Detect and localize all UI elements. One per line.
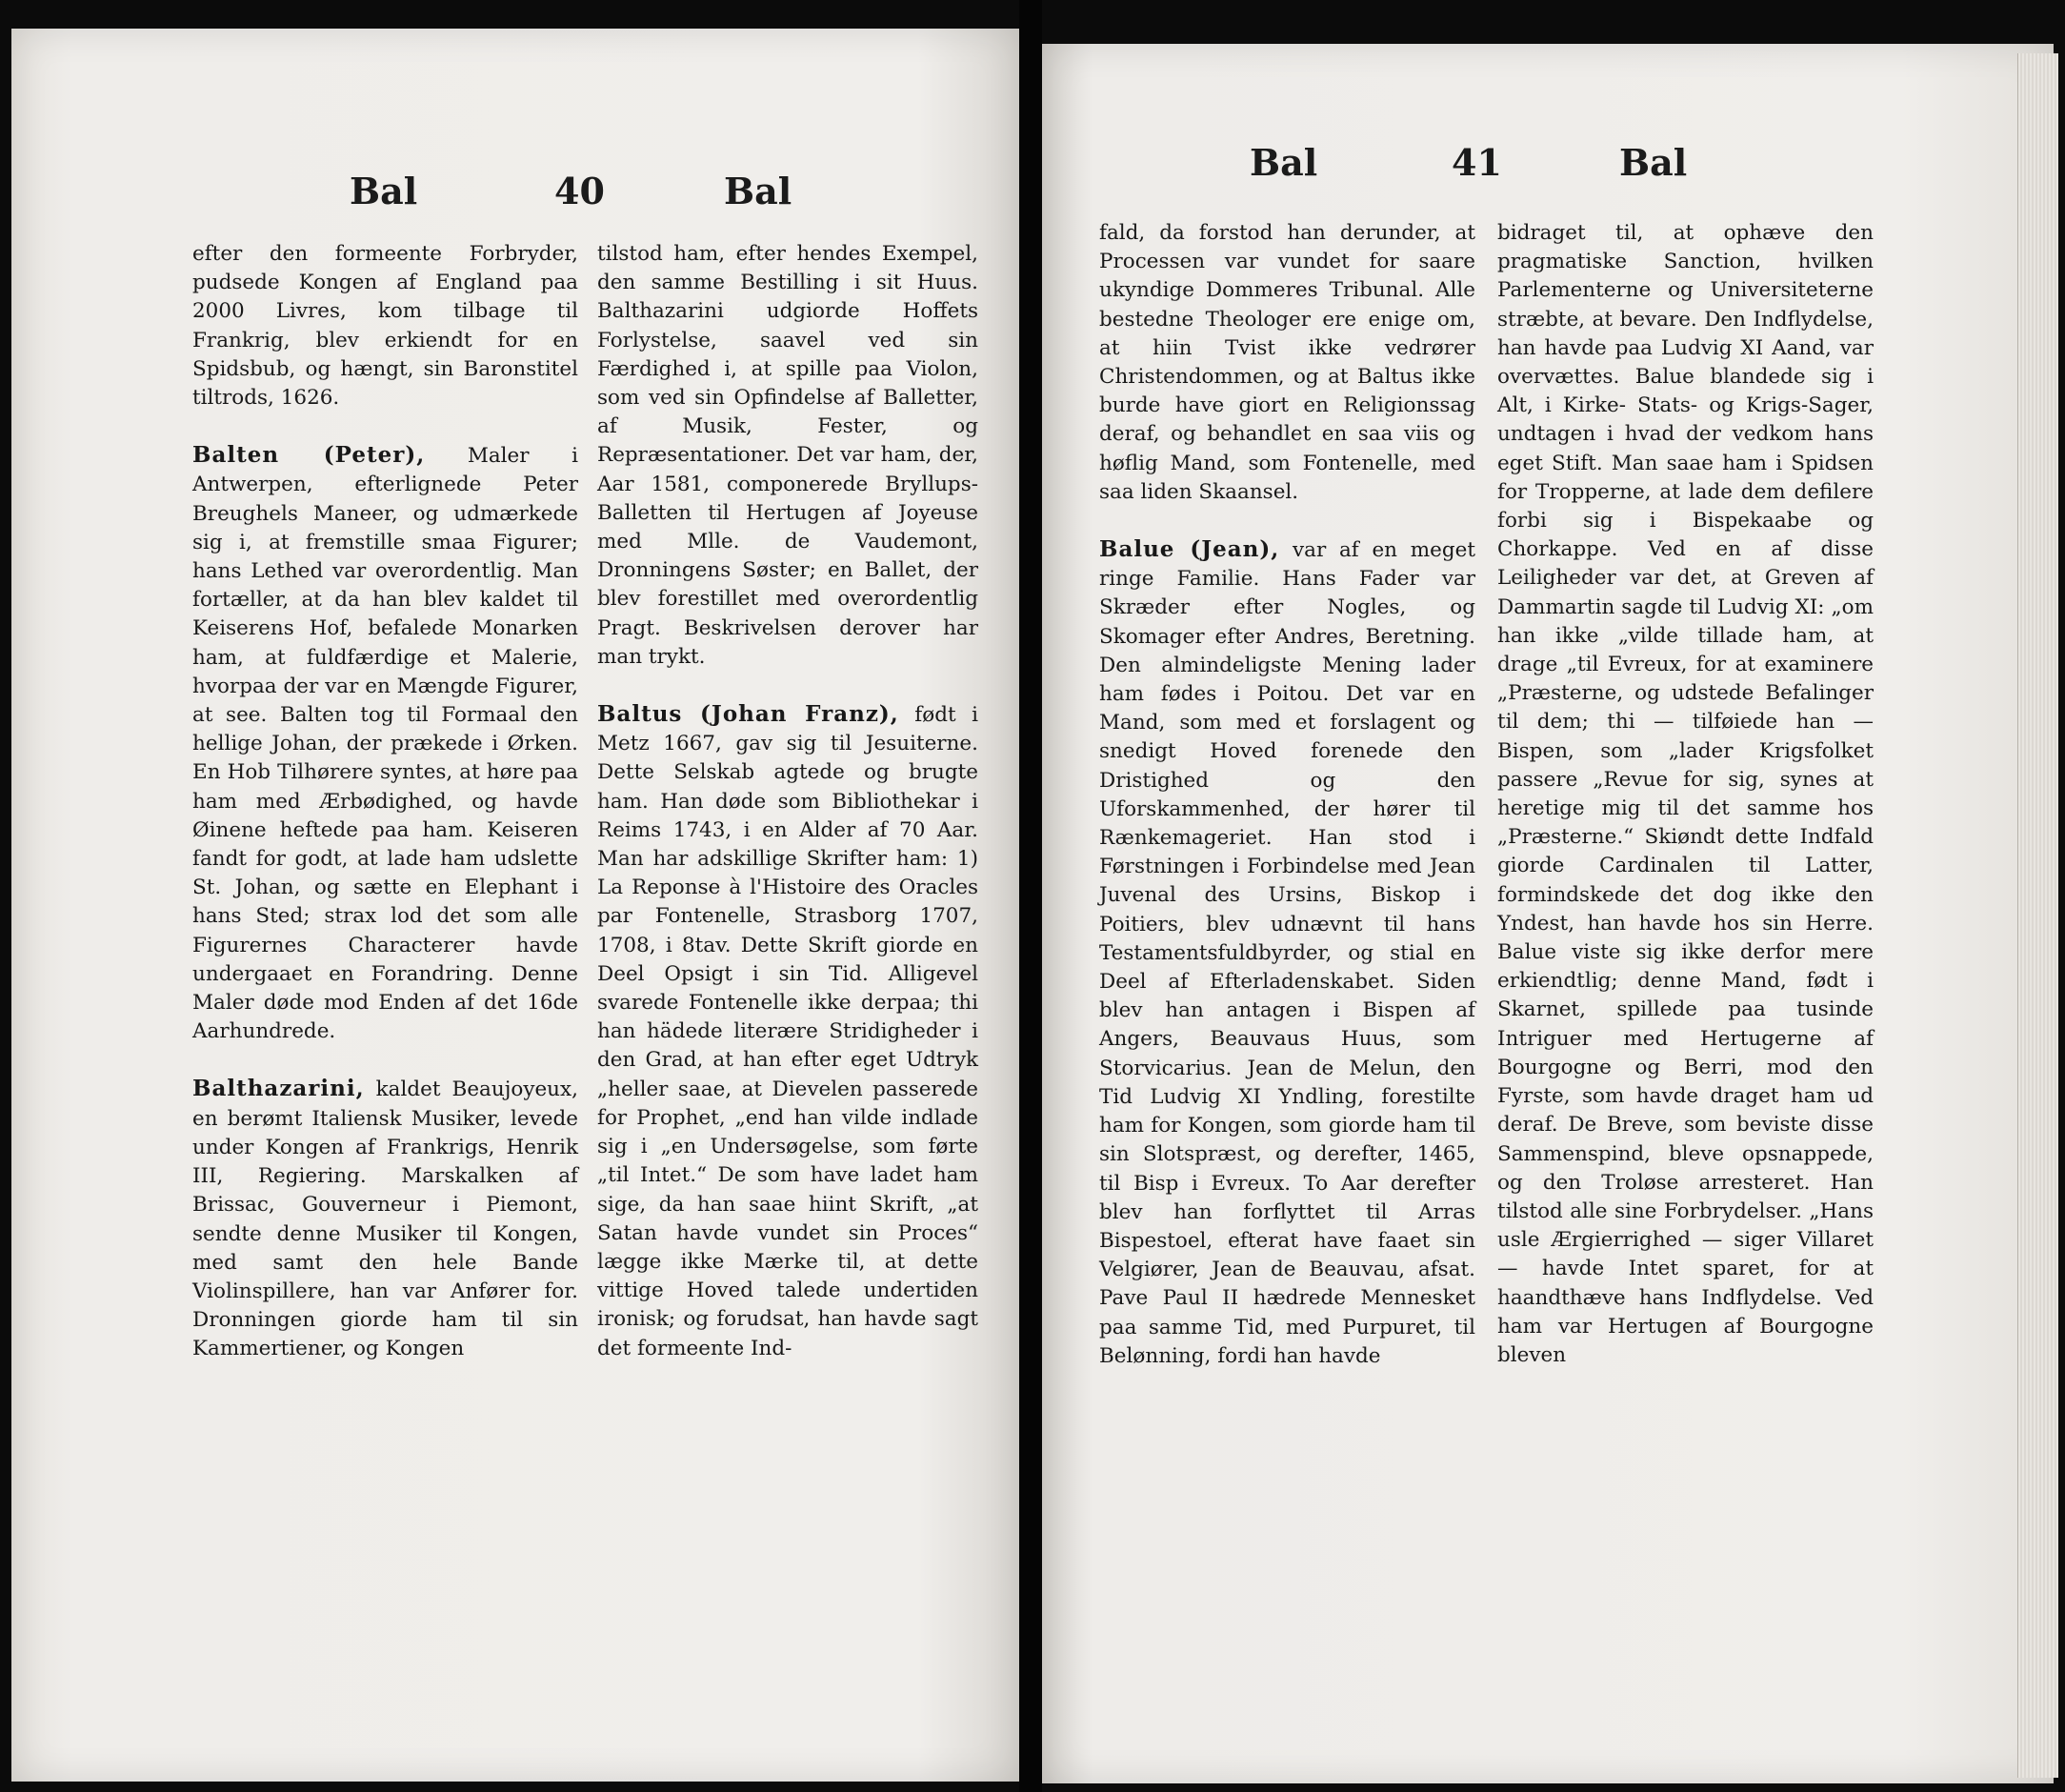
left-page-number: 40: [554, 170, 605, 212]
right-header-right-word: Bal: [1619, 141, 1688, 184]
right-page-column-2: [1497, 219, 1874, 1370]
entry-balthazarini: Balthazarini, kaldet Beaujoyeux, en berømt Italiensk Musiker, levede under Kongen af Frankrigs, Henrik III, Regiering. Marskalken af Brissac, Gouverneur i Piemont, sendte denne Musiker til Kongen, med samt den hele Bande Violinspillere, han var Anfører for. Dronningen giorde ham til sin Kammertiener, og Kongen: [192, 1076, 578, 1361]
left-page-column-1: [192, 240, 578, 1364]
entry-balten: Balten (Peter), Maler i Antwerpen, efterlignede Peter Breughels Maneer, og udmærkede sig i, at fremstille smaa Figurer; hans Lethed var overordentlig. Man fortæller, at da han blev kaldet til Keiserens Hof, befalede Monarken ham, at fuldfærdige et Malerie, hvorpaa der var en Mængde Figurer, at see. Balten tog til Formaal den hellige Johan, der prækede i Ørken. En Hob Tilhørere syntes, at høre paa ham med Ærbødighed, og havde Øinene heftede paa ham. Keiseren fandt for godt, at lade ham udslette St. Johan, og sætte en Elephant i hans Sted; strax lod det som alle Figurernes Characterer havde undergaaet en Forandring. Denne Maler døde mod Enden af det 16de Aarhundrede.: [192, 442, 578, 1044]
right-page-header: [1042, 141, 2054, 189]
right-header-left-word: Bal: [1250, 141, 1318, 184]
left-page-column-2: [597, 240, 978, 1363]
right-page: [1042, 44, 2054, 1783]
left-header-left-word: Bal: [350, 170, 418, 212]
entry-continuation-baltus: fald, da forstod han derunder, at Processen var vundet for saare ukyndige Dommeres Tribunal. Alle bestedne Theologer ere enige om, at hiin Tvist ikke vedrører Christendommen, og at Baltus ikke burde have giort en Religionssag deraf, og behandlet en saa viis og høflig Mand, som Fontenelle, med saa liden Skaansel.: [1099, 221, 1475, 504]
left-page-header: [11, 170, 1019, 217]
headword-balthazarini: Balthazarini,: [192, 1076, 365, 1102]
left-page: [11, 29, 1019, 1782]
entry-continuation: efter den formeente Forbryder, pudsede Kongen af England paa 2000 Livres, kom tilbage til Frankrig, blev erkiendt for en Spidsbub, og hængt, sin Baronstitel tiltrods, 1626.: [192, 242, 578, 411]
book-fore-edge: [2017, 53, 2058, 1778]
headword-baltus: Baltus (Johan Franz),: [597, 701, 899, 728]
entry-continuation-balue: bidraget til, at ophæve den pragmatiske Sanction, hvilken Parlementerne og Universiteterne stræbte, at bevare. Den Indflydelse, han havde paa Ludvig XI Aand, var overvættes. Balue blandede sig i Alt, i Kirke- Stats- og Krigs-Sager, undtagen i hvad der vedkom hans eget Stift. Man saae ham i Spidsen for Tropperne, at lade dem defilere forbi sig i Bispekaabe og Chorkappe. Ved en af disse Leiligheder var det, at Greven af Dammartin sagde til Ludvig XI: „om han ikke „vilde tillade ham, at drage „til Evreux, for at examinere „Præsterne, og udstede Befalinger til dem; thi — tilføiede han — Bispen, som „lader Krigsfolket passere „Revue for sig, synes at heretige mig til det samme hos „Præsterne.“ Skiøndt dette Indfald giorde Cardinalen til Latter, formindskede det dog ikke den Yndest, han havde hos sin Herre. Balue viste sig ikke derfor mere erkiendtlig; denne Mand, født i Skarnet, spillede paa tusinde Intriguer med Hertugerne af Bourgogne og Berri, mod den Fyrste, som havde draget ham ud deraf. De Breve, som beviste disse Sammenspind, bleve opsnappede, og den Troløse arresteret. Han tilstod alle sine Forbrydelser. „Hans usle Ærgierrighed — siger Villaret — havde Intet sparet, for at haandthæve hans Indflydelse. Ved ham var Hertugen af Bourgogne bleven: [1497, 221, 1874, 1367]
entry-baltus: Baltus (Johan Franz), født i Metz 1667, gav sig til Jesuiterne. Dette Selskab agtede og brugte ham. Han døde som Bibliothekar i Reims 1743, i en Alder af 70 Aar. Man har adskillige Skrifter ham: 1) La Reponse à l'Histoire des Oracles par Fontenelle, Strasborg 1707, 1708, i 8tav. Dette Skrift giorde en Deel Opsigt i sin Tid. Alligevel svarede Fontenelle ikke derpaa; thi han hädede literære Stridigheder i den Grad, at han efter eget Udtryk „heller saae, at Dievelen passerede for Prophet, „end han vilde indlade sig i „en Undersøgelse, som førte „til Intet.“ De som have ladet ham sige, da han saae hiint Skrift, „at Satan havde vundet sin Proces“ lægge ikke Mærke til, at dette vittige Hoved talede undertiden ironisk; og forudsat, han havde sagt det formeente Ind-: [597, 701, 978, 1360]
left-header-right-word: Bal: [724, 170, 792, 212]
book-spine-gutter: [1019, 0, 1042, 1792]
right-page-number: 41: [1452, 141, 1502, 184]
headword-balten: Balten (Peter),: [192, 442, 426, 469]
right-page-column-1: [1099, 219, 1475, 1371]
headword-balue: Balue (Jean),: [1099, 536, 1280, 563]
entry-continuation-balthazarini: tilstod ham, efter hendes Exempel, den samme Bestilling i sit Huus. Balthazarini udgiorde Hoffets Forlystelse, saavel ved sin Færdighed i, at spille paa Violon, som ved sin Opfindelse af Balletter, af Musik, Fester, og Repræsentationer. Det var ham, der, Aar 1581, componerede Bryllups-Balletten til Hertugen af Joyeuse med Mlle. de Vaudemont, Dronningens Søster; en Ballet, der blev forestillet med overordentlig Pragt. Beskrivelsen derover har man trykt.: [597, 242, 978, 669]
entry-balue: Balue (Jean), var af en meget ringe Familie. Hans Fader var Skræder efter Nogles, og Skomager efter Andres, Beretning. Den almindeligste Mening lader ham fødes i Poitou. Det var en Mand, som med et forslagent og snedigt Hoved forenede den Dristighed og den Uforskammenhed, der hører til Rænkemageriet. Han stod i Førstningen i Forbindelse med Jean Juvenal des Ursins, Biskop i Poitiers, blev udnævnt til hans Testamentsfuldbyrder, og stial en Deel af Efterladenskabet. Siden blev han antagen i Bispen af Angers, Beauvaus Huus, som Storvicarius. Jean de Melun, den Tid Ludvig XI Yndling, forestilte ham for Kongen, som giorde ham til sin Slotspræst, og derefter, 1465, til Bisp i Evreux. To Aar derefter blev han forflyttet til Arras Bispestoel, efterat have faaet sin Velgiører, Jean de Beauvau, afsat. Pave Paul II hædrede Mennesket paa samme Tid, med Purpuret, til Belønning, fordi han havde: [1099, 536, 1475, 1368]
